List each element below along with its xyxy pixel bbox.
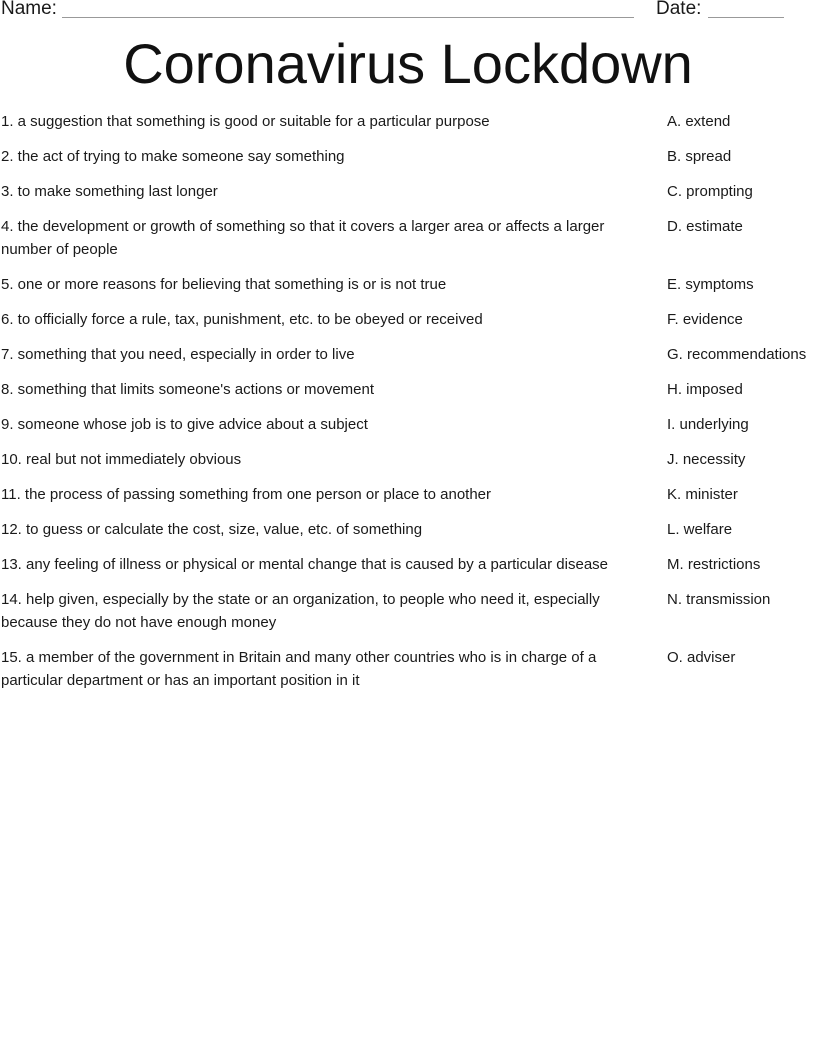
answer-option-i: I. underlying [667,416,749,433]
answer-option-d: D. estimate [667,218,743,235]
clue-11: 11. the process of passing something from one person or place to another [1,486,492,503]
clue-6: 6. to officially force a rule, tax, punishment, etc. to be obeyed or received [1,311,483,328]
matching-row-12 [0,518,816,553]
clue-15: 15. a member of the government in Britain and many other countries who is in charge of a particular department or has an important position in it [1,649,597,689]
matching-row-5 [0,273,816,308]
matching-row-7 [0,343,816,378]
answer-option-l: L. welfare [667,521,733,538]
matching-row-11 [0,483,816,518]
clue-13: 13. any feeling of illness or physical or mental change that is caused by a particular disease [1,556,609,573]
answer-option-o: O. adviser [667,649,736,666]
clue-8: 8. something that limits someone's actions or movement [1,381,375,398]
answer-option-h: H. imposed [667,381,743,398]
matching-row-2 [0,145,816,180]
matching-row-15 [0,646,816,704]
matching-row-10 [0,448,816,483]
clue-2: 2. the act of trying to make someone say something [1,148,345,165]
clue-10: 10. real but not immediately obvious [1,451,242,468]
name-label: Name: [1,0,57,19]
matching-row-9 [0,413,816,448]
clue-4: 4. the development or growth of something so that it covers a larger area or affects a larger number of people [1,218,605,258]
answer-option-b: B. spread [667,148,732,165]
answer-option-k: K. minister [667,486,738,503]
answer-option-f: F. evidence [667,311,743,328]
answer-option-n: N. transmission [667,591,771,608]
worksheet-header [0,0,816,24]
answer-option-j: J. necessity [667,451,746,468]
clue-9: 9. someone whose job is to give advice about a subject [1,416,368,433]
clue-1: 1. a suggestion that something is good or suitable for a particular purpose [1,113,490,130]
answer-option-a: A. extend [667,113,731,130]
matching-row-14 [0,588,816,646]
date-label: Date: [656,0,702,19]
clue-5: 5. one or more reasons for believing that something is or is not true [1,276,447,293]
name-blank-line[interactable] [62,17,634,18]
matching-row-3 [0,180,816,215]
answer-option-m: M. restrictions [667,556,761,573]
matching-row-8 [0,378,816,413]
clue-12: 12. to guess or calculate the cost, size, value, etc. of something [1,521,423,538]
worksheet-title: Coronavirus Lockdown [123,32,693,95]
matching-row-1 [0,110,816,145]
clue-14: 14. help given, especially by the state or an organization, to people who need it, especially because they do not have enough money [1,591,600,631]
answer-option-c: C. prompting [667,183,753,200]
matching-list [0,110,816,704]
date-blank-line[interactable] [708,17,784,18]
matching-row-4 [0,215,816,273]
matching-row-6 [0,308,816,343]
clue-7: 7. something that you need, especially in order to live [1,346,355,363]
answer-option-e: E. symptoms [667,276,754,293]
answer-option-g: G. recommendations [667,346,807,363]
clue-3: 3. to make something last longer [1,183,218,200]
matching-row-13 [0,553,816,588]
